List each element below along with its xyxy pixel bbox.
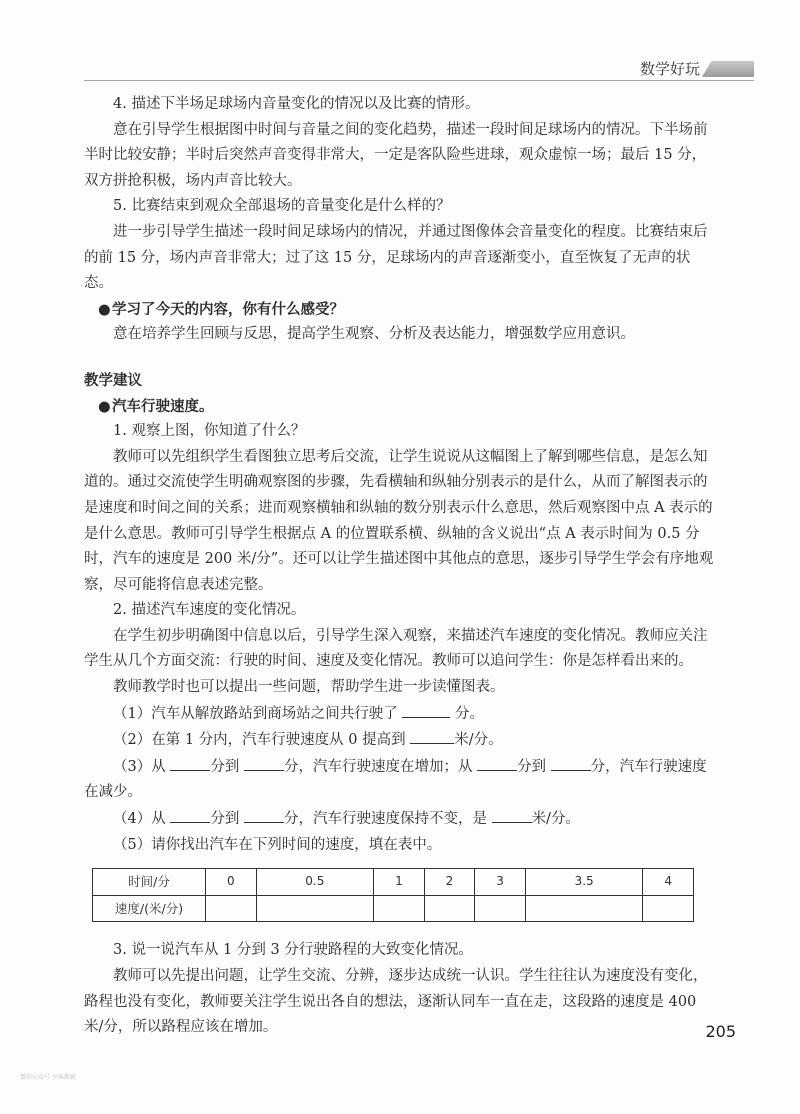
question-text: 分，汽车行驶速度在增加；从 [283, 758, 473, 775]
paragraph: 4. 描述下半场足球场内音量变化的情况以及比赛的情形。 [113, 96, 480, 112]
watermark: 微信公众号 享客教辅 [20, 1074, 76, 1081]
answer-blank [410, 727, 454, 744]
paragraph: 教师可以先组织学生看图独立思考后交流，让学生说说从这幅图上了解到哪些信息，是怎么知道的。通过交流使学生明确观察图的步骤，先看横轴和纵轴分别表示的是什么，从而了解图表示的是速度和时间之间的关系；进而观察横轴和纵轴的数分别表示什么意思，然后观察图中点 A 表示的是什么意思。教师可引导学生根据点 A 的位置联系横、纵轴的含义说出“点 A 表示时间为 0.5 分时，汽车的速度是 200 米/分”。还可以让学生描述图中其他点的意思，逐步引导学生学会有序地观察，尽可能将信息表述完整。 [84, 448, 714, 593]
header-rule [84, 80, 754, 81]
answer-blank [170, 806, 210, 823]
question-text: （2）在第 1 分内，汽车行驶速度从 0 提高到 [113, 732, 406, 749]
table-cell-empty [374, 895, 425, 922]
table-cell: 2 [424, 869, 475, 896]
bullet-item [84, 297, 718, 323]
bullet-text: 汽车行驶速度。 [112, 397, 214, 415]
question-text: 分到 [210, 758, 240, 775]
question-3 [84, 754, 718, 806]
question-text: 分，汽车行驶速度保持不变，是 [283, 811, 487, 828]
question-2 [84, 727, 718, 754]
table-row [93, 869, 694, 896]
answer-blank [477, 754, 517, 771]
paragraph: 3. 说一说汽车从 1 分到 3 分行驶路程的大致变化情况。 [113, 942, 473, 959]
header-decoration-bar [702, 61, 754, 77]
question-text: （3）从 [113, 758, 166, 775]
page-body [84, 92, 718, 1041]
answer-blank [244, 806, 284, 823]
table-cell: 3.5 [525, 869, 643, 896]
table-cell-empty [643, 895, 694, 922]
table-cell: 4 [643, 869, 694, 896]
question-text: 分，汽车行驶速度在减少。 [84, 758, 707, 801]
answer-blank [402, 701, 450, 718]
page-number: 205 [705, 1022, 736, 1041]
table-cell: 0 [206, 869, 257, 896]
section-heading: 教学建议 [84, 371, 142, 389]
paragraph: 意在培养学生回顾与反思，提高学生观察、分析及表达能力，增强数学应用意识。 [113, 326, 635, 343]
bullet-text: 学习了今天的内容，你有什么感受？ [112, 300, 344, 318]
answer-blank [244, 754, 284, 771]
bullet-item [84, 394, 718, 420]
table-row [93, 895, 694, 922]
bullet-icon: ● [98, 397, 111, 415]
paragraph: 教师可以先提出问题，让学生交流、分辨，逐步达成统一认识。学生往往认为速度没有变化，路程也没有变化，教师要关注学生说出各自的想法，逐渐认同车一直在走，这段路的速度是 400 米/分，所以路程应该在增加。 [84, 968, 708, 1036]
paragraph: 教师教学时也可以提出一些问题，帮助学生进一步读懂图表。 [113, 679, 505, 696]
table-cell-empty [424, 895, 475, 922]
question-4 [84, 806, 718, 833]
table-cell-empty [256, 895, 374, 922]
table-cell: 1 [374, 869, 425, 896]
question-text: 分。 [454, 705, 484, 722]
question-text: 米/分。 [531, 811, 580, 828]
answer-blank [492, 806, 532, 823]
question-text: 米/分。 [454, 732, 503, 749]
paragraph: 2. 描述汽车速度的变化情况。 [113, 602, 306, 619]
table-cell-empty [525, 895, 643, 922]
table-row-header: 速度/(米/分) [93, 895, 206, 922]
table-cell: 3 [475, 869, 526, 896]
answer-blank [551, 754, 591, 771]
paragraph: 5. 比赛结束到观众全部退场的音量变化是什么样的？ [113, 198, 451, 215]
running-header-title: 数学好玩 [639, 60, 700, 78]
question-text: （4）从 [113, 811, 166, 828]
question-1 [84, 701, 718, 728]
question-text: 分到 [517, 758, 547, 775]
bullet-icon: ● [98, 300, 111, 318]
table-cell: 0.5 [256, 869, 374, 896]
table-row-header: 时间/分 [93, 869, 206, 896]
paragraph: 在学生初步明确图中信息以后，引导学生深入观察，来描述汽车速度的变化情况。教师应关注学生从几个方面交流：行驶的时间、速度及变化情况。教师可以追问学生：你是怎样看出来的。 [84, 627, 708, 670]
speed-time-table [92, 868, 694, 922]
paragraph: 意在引导学生根据图中时间与音量之间的变化趋势，描述一段时间足球场内的情况。下半场前半时比较安静；半时后突然声音变得非常大，一定是客队险些进球，观众虚惊一场；最后 15 分，双方拼抢积极，场内声音比较大。 [84, 121, 708, 189]
question-text: （1）汽车从解放路站到商场站之间共行驶了 [113, 705, 398, 722]
question-5: （5）请你找出汽车在下列时间的速度，填在表中。 [113, 836, 442, 853]
answer-blank [170, 754, 210, 771]
table-cell-empty [475, 895, 526, 922]
table-cell-empty [206, 895, 257, 922]
question-text: 分到 [210, 811, 240, 828]
paragraph: 进一步引导学生描述一段时间足球场内的情况，并通过图像体会音量变化的程度。比赛结束后的前 15 分，场内声音非常大；过了这 15 分，足球场内的声音逐渐变小，直至恢复了无声的状态。 [84, 223, 708, 292]
paragraph: 1. 观察上图，你知道了什么？ [113, 423, 306, 440]
